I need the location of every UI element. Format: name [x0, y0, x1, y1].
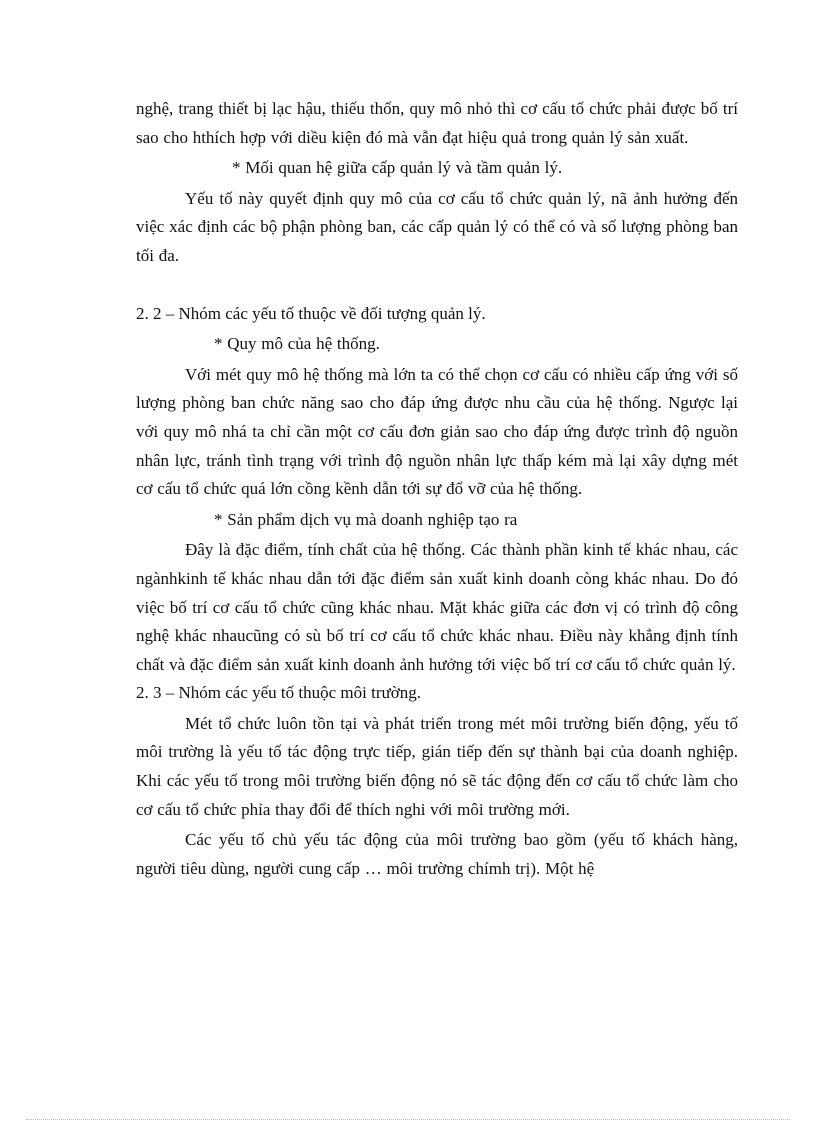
section-heading-2-3: 2. 3 – Nhóm các yếu tố thuộc môi trường. — [136, 683, 421, 703]
paragraph-environment-factors: Các yếu tố chủ yếu tác động của môi trường bao gồm (yếu tố khách hàng, người tiêu dùng, người cung cấp … môi trường chímh trị). Một hệ — [136, 830, 738, 878]
document-page — [136, 95, 738, 883]
paragraph-system-scale: Với mét quy mô hệ thống mà lớn ta có thể chọn cơ cấu có nhiều cấp ứng với số lượng phòng ban chức năng sao cho đáp ứng được nhu cầu của hệ thống. Ngược lại với quy mô nhá ta chỉ cần một cơ cấu đơn giản sao cho đáp ứng được trình độ nguồn nhân lực, tránh tình trạng với trình độ nguồn nhân lực thấp kém mà lại xây dựng mét cơ cấu tổ chức quá lớn cồng kềnh dẫn tới sự đổ vỡ của hệ thống. — [136, 364, 738, 499]
paragraph-environment: Mét tổ chức luôn tồn tại và phát triển trong mét môi trường biến động, yếu tố môi trường là yếu tố tác động trực tiếp, gián tiếp đến sự thành bại của doanh nghiệp. Khi các yếu tố trong môi trường biến động nó sẽ tác động đến cơ cấu tổ chức làm cho cơ cấu tổ chức phỉa thay đổi để thích nghi với môi trường mới. — [136, 713, 738, 819]
paragraph-products-services: Đây là đặc điểm, tính chất của hệ thống. Các thành phần kinh tế khác nhau, các ngànhkinh tế khác nhau dẫn tới đặc điểm sản xuất kinh doanh còng khác nhau. Do đó việc bố trí cơ cấu tổ chức cũng khác nhau. Mặt khác giữa các đơn vị có trình độ công nghệ khác nhaucũng có sù bố trí cơ cấu tổ chức khác nhau. Điều này khẳng định tính chất và đặc điểm sản xuất kinh doanh ảnh hưởng tới việc bố trí cơ cấu tổ chức quản lý. — [136, 540, 738, 674]
bullet-management-levels: * Mối quan hệ giữa cấp quản lý và tầm quản lý. — [232, 158, 563, 178]
paragraph-management-scope: Yếu tố này quyết định quy mô của cơ cấu tổ chức quản lý, nã ảnh hưởng đến việc xác định các bộ phận phòng ban, các cấp quản lý có thể có và số lượng phòng ban tối đa. — [136, 188, 738, 265]
section-heading-2-2: 2. 2 – Nhóm các yếu tố thuộc về đối tượng quản lý. — [136, 303, 486, 323]
paragraph-continuation: nghệ, trang thiết bị lạc hậu, thiếu thốn, quy mô nhỏ thì cơ cấu tổ chức phải được bố trí sao cho hthích hợp với diều kiện đó mà vẫn đạt hiệu quả trong quản lý sản xuất. — [136, 99, 738, 147]
bullet-products-services: * Sản phẩm dịch vụ mà doanh nghiệp tạo ra — [214, 509, 518, 529]
bullet-system-scale: * Quy mô của hệ thống. — [214, 334, 380, 354]
page-bottom-divider — [26, 1119, 790, 1120]
